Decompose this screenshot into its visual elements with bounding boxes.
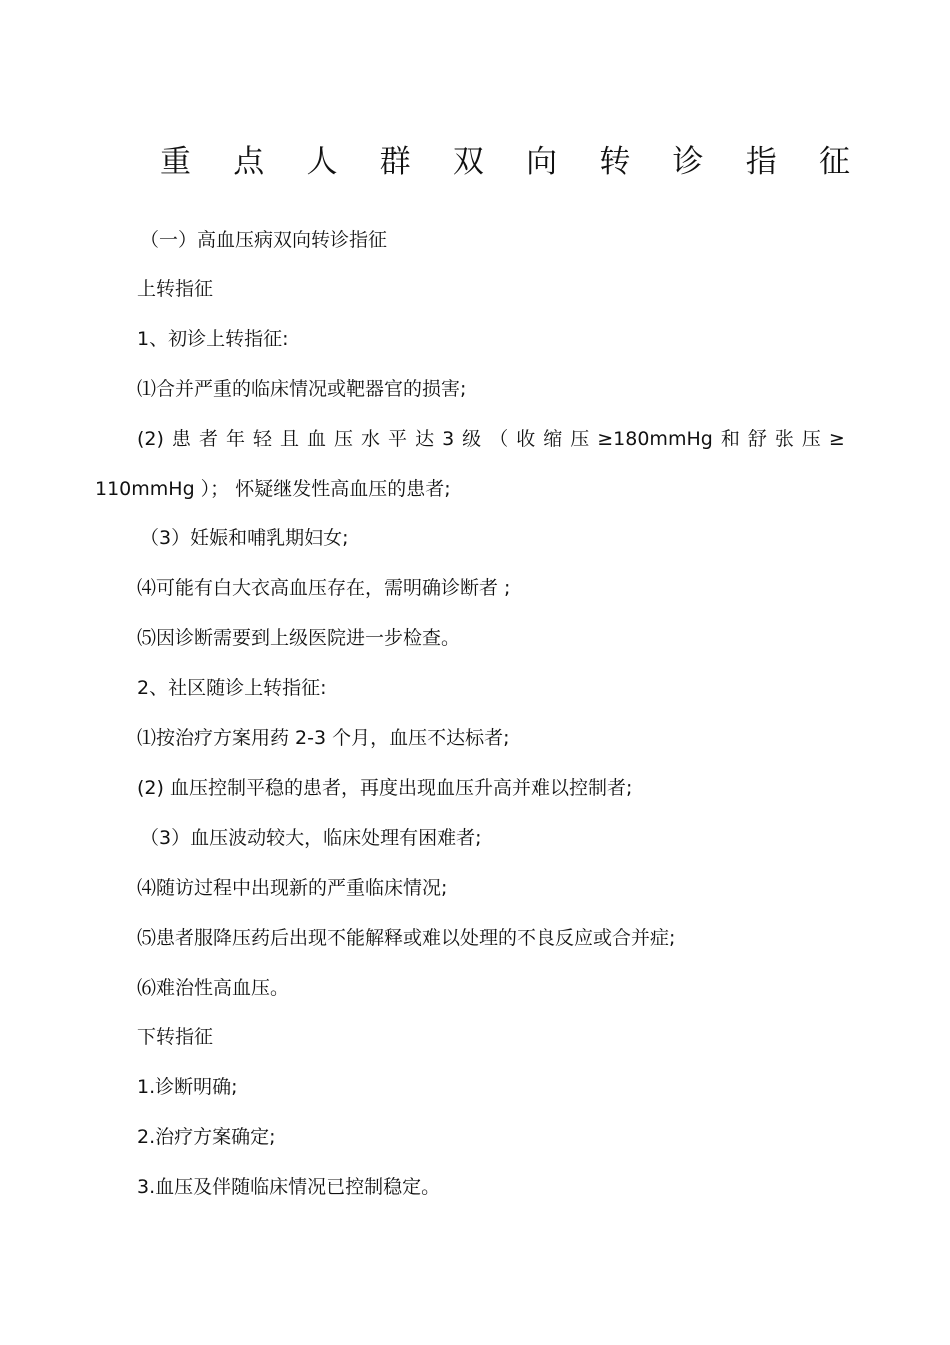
followup-referral-heading: 2、社区随诊上转指征: — [137, 677, 327, 699]
list-item: ⑴合并严重的临床情况或靶器官的损害; — [137, 378, 467, 400]
text-fragment: 压 — [570, 428, 590, 450]
list-item: ⑴按治疗方案用药 2-3 个月，血压不达标者; — [137, 727, 510, 749]
list-item: ⑷随访过程中出现新的严重临床情况; — [137, 877, 448, 899]
text-fragment: （ — [489, 428, 509, 450]
text-fragment: 且 — [279, 428, 299, 450]
page-title — [160, 140, 850, 184]
text-fragment: 缩 — [543, 428, 563, 450]
text-fragment: 级 — [462, 428, 482, 450]
title-char: 点 — [233, 144, 265, 180]
text-fragment: 3 — [442, 428, 455, 450]
text-fragment: ≥180mmHg — [597, 428, 713, 450]
title-char: 人 — [306, 144, 338, 180]
text-fragment: 和 — [720, 428, 740, 450]
title-char: 转 — [599, 144, 631, 180]
list-item: （3）妊娠和哺乳期妇女; — [140, 527, 349, 549]
title-char: 诊 — [672, 144, 704, 180]
text-fragment: 达 — [415, 428, 435, 450]
title-char: 向 — [526, 144, 558, 180]
text-fragment: 血 — [307, 428, 327, 450]
list-item: （3）血压波动较大，临床处理有困难者; — [140, 827, 482, 849]
text-fragment: 平 — [388, 428, 408, 450]
list-item: ⑹难治性高血压。 — [137, 977, 290, 999]
list-item: 3.血压及伴随临床情况已控制稳定。 — [137, 1176, 441, 1198]
list-item: 1.诊断明确; — [137, 1076, 238, 1098]
text-fragment: 张 — [774, 428, 794, 450]
text-fragment: 轻 — [252, 428, 272, 450]
text-fragment: 压 — [801, 428, 821, 450]
text-fragment: 年 — [225, 428, 245, 450]
down-referral-heading: 下转指征 — [137, 1026, 214, 1048]
title-char: 双 — [452, 144, 484, 180]
title-char: 重 — [160, 144, 191, 180]
list-item: (2) 血压控制平稳的患者，再度出现血压升高并难以控制者; — [137, 777, 633, 799]
text-fragment: 压 — [334, 428, 354, 450]
text-fragment: 水 — [361, 428, 381, 450]
section-heading: （一）高血压病双向转诊指征 — [140, 229, 388, 251]
title-char: 群 — [379, 144, 411, 180]
list-item: ⑸因诊断需要到上级医院进一步检查。 — [137, 627, 461, 649]
list-item: ⑷可能有白大衣高血压存在，需明确诊断者 ; — [137, 577, 511, 599]
text-fragment: 收 — [516, 428, 536, 450]
title-char: 征 — [818, 144, 850, 180]
title-char: 指 — [745, 144, 777, 180]
up-referral-heading: 上转指征 — [137, 278, 214, 300]
text-fragment: 患 — [171, 428, 191, 450]
initial-referral-heading: 1、初诊上转指征: — [137, 328, 289, 350]
text-fragment: (2) — [137, 428, 164, 450]
list-item-multiline-second: 110mmHg ）； 怀疑继发性高血压的患者; — [95, 478, 451, 500]
text-fragment: 舒 — [747, 428, 767, 450]
list-item: ⑸患者服降压药后出现不能解释或难以处理的不良反应或合并症; — [137, 927, 676, 949]
text-fragment: ≥ — [828, 428, 845, 450]
text-fragment: 者 — [198, 428, 218, 450]
list-item: 2.治疗方案确定; — [137, 1126, 276, 1148]
list-item-multiline-first — [137, 427, 845, 451]
